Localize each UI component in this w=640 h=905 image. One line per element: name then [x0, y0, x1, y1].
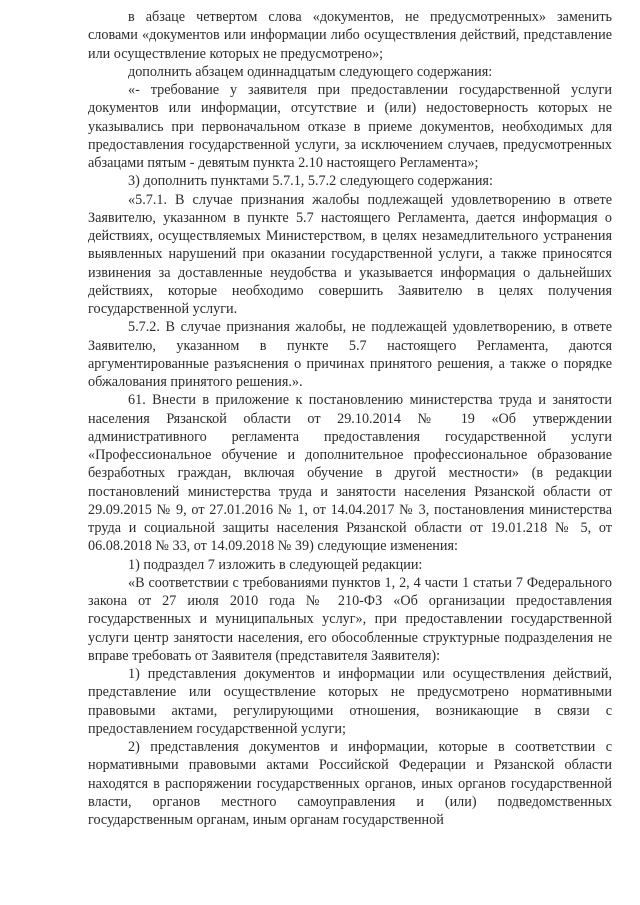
paragraph-2: дополнить абзацем одиннадцатым следующего содержания: [128, 63, 493, 80]
paragraph-6: 5.7.2. В случае признания жалобы, не подлежащей удовлетворению, в ответе Заявителю, указанном в пункте 5.7 настоящего Регламента, даются аргументированные разъяснения о причинах принятого решения, а также о порядке обжалования принятого решения.». [88, 319, 612, 390]
document-page [88, 8, 612, 829]
paragraph-8: 1) подраздел 7 изложить в следующей редакции: [128, 556, 423, 573]
paragraph-3: «- требование у заявителя при предоставлении государственной услуги документов или информации, отсутствие и (или) недостоверность которых не указывались при первоначальном отказе в приеме документов, необходимых для предоставления государственной услуги, за исключением случаев, предусмотренных абзацами пятым - девятым пункта 2.10 настоящего Регламента»; [88, 82, 612, 171]
paragraph-1: в абзаце четвертом слова «документов, не предусмотренных» заменить словами «документов или информации либо осуществления действий, представление или осуществление которых не предусмотрено»; [88, 9, 612, 62]
paragraph-4: 3) дополнить пунктами 5.7.1, 5.7.2 следующего содержания: [128, 173, 493, 190]
paragraph-7: 61. Внести в приложение к постановлению министерства труда и занятости населения Рязанской области от 29.10.2014 № 19 «Об утверждении административного регламента предоставления государственной услуги «Профессиональное обучение и дополнительное профессиональное образование безработных граждан, включая обучение в другой местности» (в редакции постановлений министерства труда и занятости населения Рязанской области от 29.09.2015 № 9, от 27.01.2016 № 1, от 14.04.2017 № 3, постановления министерства труда и социальной защиты населения Рязанской области от 19.01.218 № 5, от 06.08.2018 № 33, от 14.09.2018 № 39) следующие изменения: [88, 392, 612, 555]
paragraph-5: «5.7.1. В случае признания жалобы подлежащей удовлетворению в ответе Заявителю, указанном в пункте 5.7 настоящего Регламента, дается информация о действиях, осуществляемых Министерством, в целях незамедлительного устранения выявленных нарушений при оказании государственной услуги, а также приносятся извинения за доставленные неудобства и указывается информация о дальнейших действиях, которые необходимо совершить Заявителю в целях получения государственной услуги. [88, 191, 612, 317]
paragraph-11: 2) представления документов и информации, которые в соответствии с нормативными правовыми актами Российской Федерации и Рязанской области находятся в распоряжении государственных органов, иных органов государственной власти, органов местного самоуправления и (или) подведомственных государственным органам, иным органам государственной [88, 739, 612, 828]
paragraph-9: «В соответствии с требованиями пунктов 1, 2, 4 части 1 статьи 7 Федерального закона от 27 июля 2010 года № 210-ФЗ «Об организации предоставления государственных и муниципальных услуг», при предоставлении государственной услуги центр занятости населения, его обособленные структурные подразделения не вправе требовать от Заявителя (представителя Заявителя): [88, 574, 612, 664]
paragraph-10: 1) представления документов и информации или осуществления действий, представление или осуществление которых не предусмотрено нормативными правовыми актами, регулирующими отношения, возникающие в связи с предоставлением государственной услуги; [88, 666, 612, 737]
